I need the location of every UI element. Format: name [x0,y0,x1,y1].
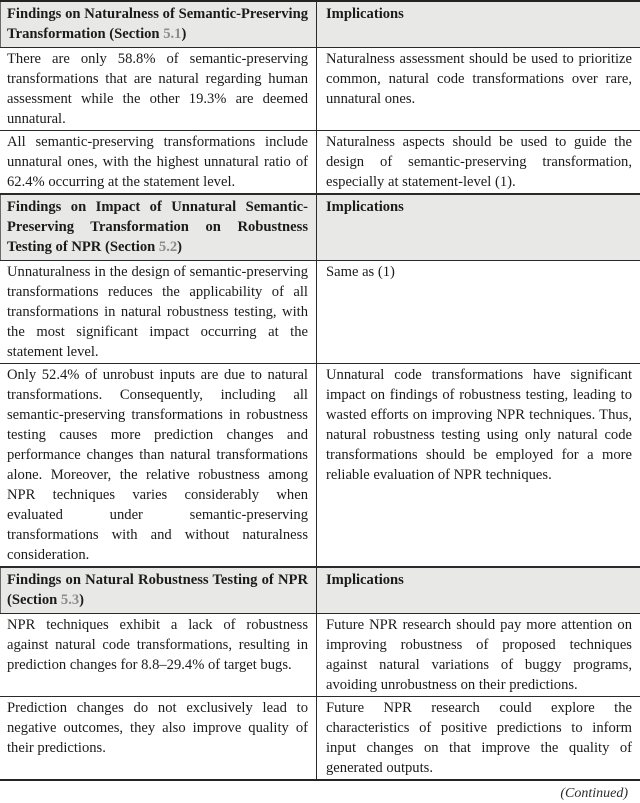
findings-header-cell [0,2,317,47]
implications-header-cell: Implications [326,572,404,588]
finding-cell: Prediction changes do not exclusively lead to negative outcomes, they also improve quality of their predictions. [0,697,317,779]
implication-cell: Future NPR research could explore the characteristics of positive predictions to inform input changes on that improve the quality of generated outputs. [326,700,632,776]
section-ref-link[interactable]: 5.2 [158,239,178,255]
section-ref-link[interactable]: 5.3 [60,592,80,608]
implication-cell: Same as (1) [326,264,395,280]
findings-header-title: Findings on Naturalness of Semantic-Preserving Transformation (Section [7,6,308,42]
table-row [0,697,640,779]
implications-header-cell: Implications [326,199,404,215]
finding-cell: NPR techniques exhibit a lack of robustness against natural code transformations, resulting in prediction changes for 8.8–29.4% of target bugs. [0,614,317,696]
implications-header-cell: Implications [326,6,404,22]
implication-cell: Naturalness aspects should be used to guide the design of semantic-preserving transformation, especially at statement-level (1). [326,134,632,190]
section-ref-link[interactable]: 5.1 [163,26,182,42]
finding-cell: All semantic-preserving transformations include unnatural ones, with the highest unnatural ratio of 62.4% occurring at the statement level. [0,131,317,193]
continued-note: (Continued) [560,786,628,801]
table-row [0,364,640,567]
findings-header-cell [0,195,317,260]
finding-cell: Unnaturalness in the design of semantic-preserving transformations reduces the applicability of all transformations in natural robustness testing, with the most significant impact occurring at the statement level. [0,261,317,363]
implication-cell: Future NPR research should pay more attention on improving robustness of proposed techniques against natural variations of buggy programs, avoiding unrobustness on their predictions. [326,617,632,693]
section-header-row [0,2,640,48]
section-header-row [0,194,640,261]
findings-header-title: Findings on Impact of Unnatural Semantic-Preserving Transformation on Robustness Testing of NPR (Section [7,199,308,255]
table-row [0,614,640,697]
findings-header-title-suffix: ) [181,26,187,42]
findings-header-title: Findings on Natural Robustness Testing of NPR (Section [7,572,308,608]
implication-cell: Naturalness assessment should be used to prioritize common, natural code transformations over rare, unnatural ones. [326,51,632,107]
implication-cell: Unnatural code transformations have significant impact on findings of robustness testing, leading to wasted efforts on improving NPR techniques. Thus, natural robustness testing using only natural code transformations should be employed for a more reliable evaluation of NPR techniques. [326,367,632,483]
findings-header-title-suffix: ) [79,592,85,608]
table-row [0,48,640,131]
section-header-row [0,567,640,614]
finding-cell: Only 52.4% of unrobust inputs are due to natural transformations. Consequently, including all semantic-preserving transformations in robustness testing causes more prediction changes and performance changes than natural transformations alone. Moreover, the relative robustness among NPR techniques varies considerably when evaluated under semantic-preserving transformations with and without naturalness consideration. [0,364,317,566]
table-row [0,131,640,194]
finding-cell: There are only 58.8% of semantic-preserving transformations that are natural regarding human assessment while the other 19.3% are deemed unnatural. [0,48,317,130]
findings-header-cell [0,568,317,613]
table-row [0,261,640,364]
findings-header-title-suffix: ) [177,239,183,255]
